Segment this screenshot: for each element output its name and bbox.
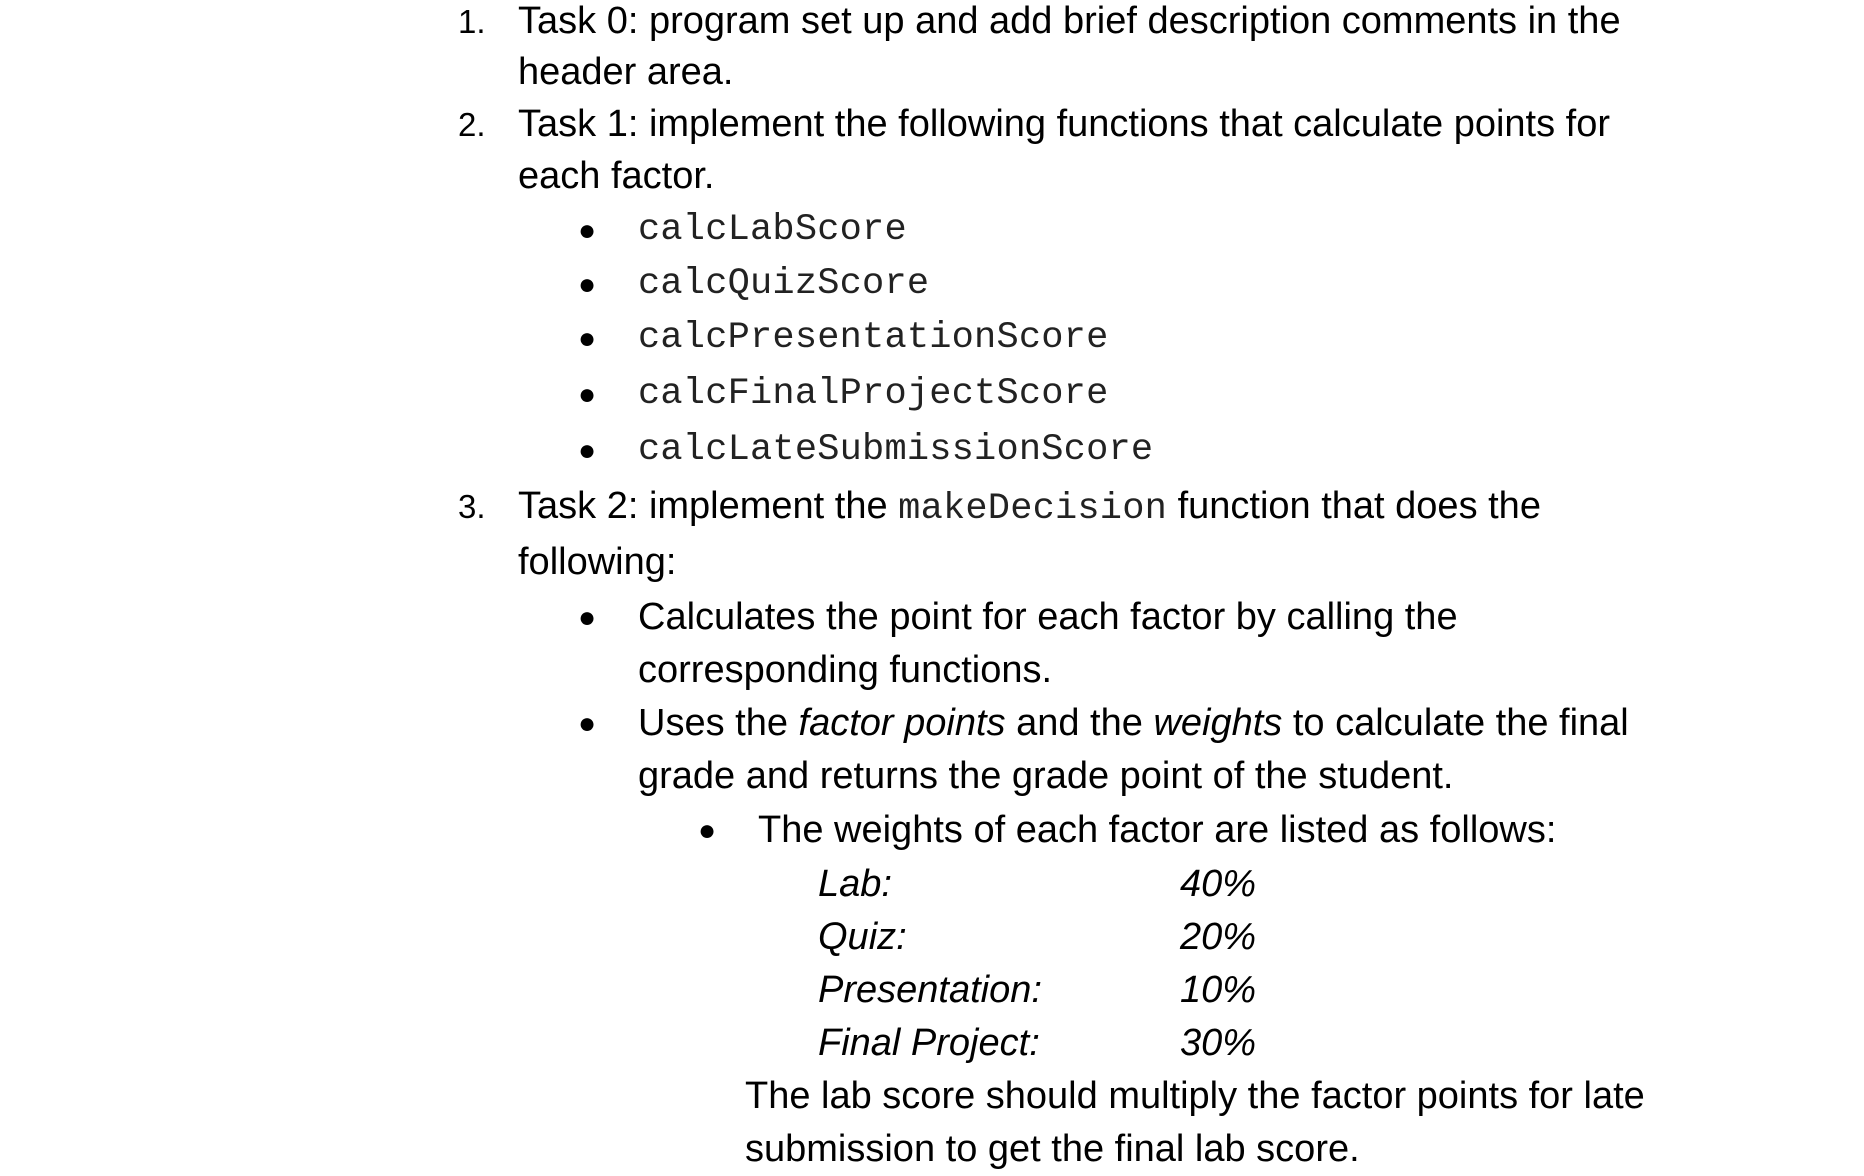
function-calc-quiz-score: calcQuizScore bbox=[638, 263, 930, 305]
weights-intro: The weights of each factor are listed as follows: bbox=[758, 809, 1557, 851]
lab-score-note-line2: submission to get the final lab score. bbox=[745, 1128, 1360, 1170]
task1-line1: Task 1: implement the following functions that calculate points for bbox=[518, 103, 1611, 145]
bullet-icon: ● bbox=[578, 601, 597, 634]
weight-label-lab: Lab: bbox=[818, 863, 892, 905]
weight-value-lab: 40% bbox=[1180, 863, 1257, 905]
bullet-icon: ● bbox=[578, 434, 597, 467]
bullet-icon: ● bbox=[578, 378, 597, 411]
list-number-1: 1. bbox=[458, 3, 486, 40]
bullet-icon: ● bbox=[578, 268, 597, 301]
bullet2-suffix: to calculate the final bbox=[1292, 702, 1629, 744]
weight-label-presentation: Presentation: bbox=[818, 969, 1042, 1011]
bullet-icon: ● bbox=[698, 814, 717, 847]
function-calc-late-submission-score: calcLateSubmissionScore bbox=[638, 429, 1154, 471]
function-calc-final-project-score: calcFinalProjectScore bbox=[638, 373, 1109, 415]
weight-value-presentation: 10% bbox=[1180, 969, 1257, 1011]
list-number-3: 3. bbox=[458, 488, 486, 525]
task2-line1-prefix: Task 2: implement the bbox=[518, 485, 888, 527]
task2-bullet2-line1 bbox=[638, 697, 1629, 750]
bullet-icon: ● bbox=[578, 322, 597, 355]
lab-score-note-line1: The lab score should multiply the factor points for late bbox=[745, 1075, 1645, 1117]
weight-label-final-project: Final Project: bbox=[818, 1022, 1040, 1064]
list-number-2: 2. bbox=[458, 106, 486, 143]
bullet-icon: ● bbox=[578, 214, 597, 247]
bullet-icon: ● bbox=[578, 707, 597, 740]
function-make-decision: makeDecision bbox=[898, 488, 1168, 530]
task2-bullet1-line2: corresponding functions. bbox=[638, 649, 1053, 691]
bullet2-emphasis-factor-points: factor points bbox=[798, 702, 1006, 744]
function-calc-presentation-score: calcPresentationScore bbox=[638, 317, 1109, 359]
task2-line1 bbox=[518, 480, 1541, 533]
function-calc-lab-score: calcLabScore bbox=[638, 209, 907, 251]
weight-value-final-project: 30% bbox=[1180, 1022, 1257, 1064]
bullet2-prefix: Uses the bbox=[638, 702, 788, 744]
task2-bullet2-line2: grade and returns the grade point of the student. bbox=[638, 755, 1454, 797]
bullet2-emphasis-weights: weights bbox=[1153, 702, 1283, 744]
task0-line1: Task 0: program set up and add brief description comments in the bbox=[518, 0, 1621, 42]
task1-line2: each factor. bbox=[518, 155, 715, 197]
bullet2-mid: and the bbox=[1016, 702, 1143, 744]
task0-line2: header area. bbox=[518, 51, 734, 93]
weight-label-quiz: Quiz: bbox=[818, 916, 907, 958]
task2-bullet1-line1: Calculates the point for each factor by calling the bbox=[638, 596, 1458, 638]
task2-line1-suffix: function that does the bbox=[1177, 485, 1541, 527]
weight-value-quiz: 20% bbox=[1180, 916, 1257, 958]
task2-line2: following: bbox=[518, 541, 677, 583]
